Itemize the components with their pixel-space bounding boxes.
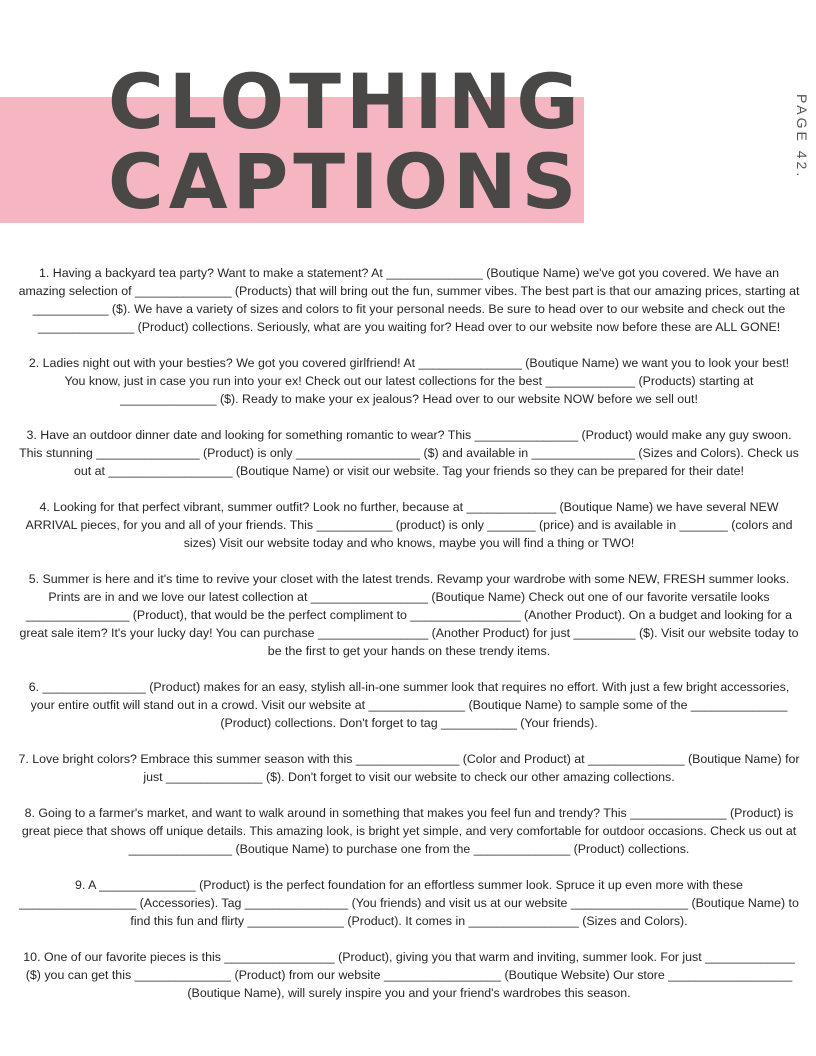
caption-7: 7. Love bright colors? Embrace this summer season with this _______________ (Color and Product) at ______________ (Boutique Name) for just ______________ ($). Don't forget to visit our website to check our other amazing collections. xyxy=(18,752,800,784)
caption-9: 9. A ______________ (Product) is the perfect foundation for an effortless summer look. Spruce it up even more with these _________________ (Accessories). Tag _______________ (You friends) and visit us at our website _________________ (Boutique Name) to find this fun and flirty ______________ (Product). It comes in ________________ (Sizes and Colors). xyxy=(19,878,799,928)
title-line-2: CAPTIONS xyxy=(108,137,582,226)
title-line-1: CLOTHING xyxy=(108,57,584,146)
caption-10: 10. One of our favorite pieces is this ________________ (Product), giving you that warm and inviting, summer look. For just _____________ ($) you can get this ______________ (Product) from our website _________________ (Boutique Website) Our store __________________ (Boutique Name), will surely inspire you and your friend's wardrobes this season. xyxy=(23,950,795,1000)
caption-2: 2. Ladies night out with your besties? We got you covered girlfriend! At _______________ (Boutique Name) we want you to look your best! You know, just in case you run into your ex! Check out our latest collections for the best _____________ (Products) starting at ______________ ($). Ready to make your ex jealous? Head over to our website NOW before we sell out! xyxy=(28,356,790,406)
page-title xyxy=(108,57,584,226)
caption-6: 6. _______________ (Product) makes for an easy, stylish all-in-one summer look that requires no effort. With just a few bright accessories, your entire outfit will stand out in a crowd. Visit our website at ______________ (Boutique Name) to sample some of the ______________ (Product) collections. Don't forget to tag ___________ (Your friends). xyxy=(28,680,790,730)
page-number-label: PAGE 42. xyxy=(794,94,810,180)
caption-list xyxy=(18,264,800,1020)
caption-3: 3. Have an outdoor dinner date and looking for something romantic to wear? This _______________ (Product) would make any guy swoon. This stunning _______________ (Product) is only __________________ ($) and available in _______________ (Sizes and Colors). Check us out at __________________ (Boutique Name) or visit our website. Tag your friends so they can be prepared for their date! xyxy=(19,428,799,478)
caption-4: 4. Looking for that perfect vibrant, summer outfit? Look no further, because at _____________ (Boutique Name) we have several NEW ARRIVAL pieces, for you and all of your friends. This ___________ (product) is only _______ (price) and is available in _______ (colors and sizes) Visit our website today and who knows, maybe you will find a thing or TWO! xyxy=(25,500,793,550)
caption-1: 1. Having a backyard tea party? Want to make a statement? At ______________ (Boutique Name) we've got you covered. We have an amazing selection of ______________ (Products) that will bring out the fun, summer vibes. The best part is that our amazing prices, starting at ___________ ($). We have a variety of sizes and colors to fit your personal needs. Be sure to head over to our website and check out the ______________ (Product) collections. Seriously, what are you waiting for? Head over to our website now before these are ALL GONE! xyxy=(18,266,800,334)
caption-8: 8. Going to a farmer's market, and want to walk around in something that makes you feel fun and trendy? This ______________ (Product) is great piece that shows off unique details. This amazing look, is bright yet simple, and very comfortable for outdoor occasions. Check us out at _______________ (Boutique Name) to purchase one from the ______________ (Product) collections. xyxy=(21,806,797,856)
caption-5: 5. Summer is here and it's time to revive your closet with the latest trends. Revamp your wardrobe with some NEW, FRESH summer looks. Prints are in and we love our latest collection at _________________ (Boutique Name) Check out one of our favorite versatile looks _______________ (Product), that would be the perfect compliment to ________________ (Another Product). On a budget and looking for a great sale item? It's your lucky day! You can purchase ________________ (Another Product) for just _________ ($). Visit our website today to be the first to get your hands on these trendy items. xyxy=(19,572,799,658)
